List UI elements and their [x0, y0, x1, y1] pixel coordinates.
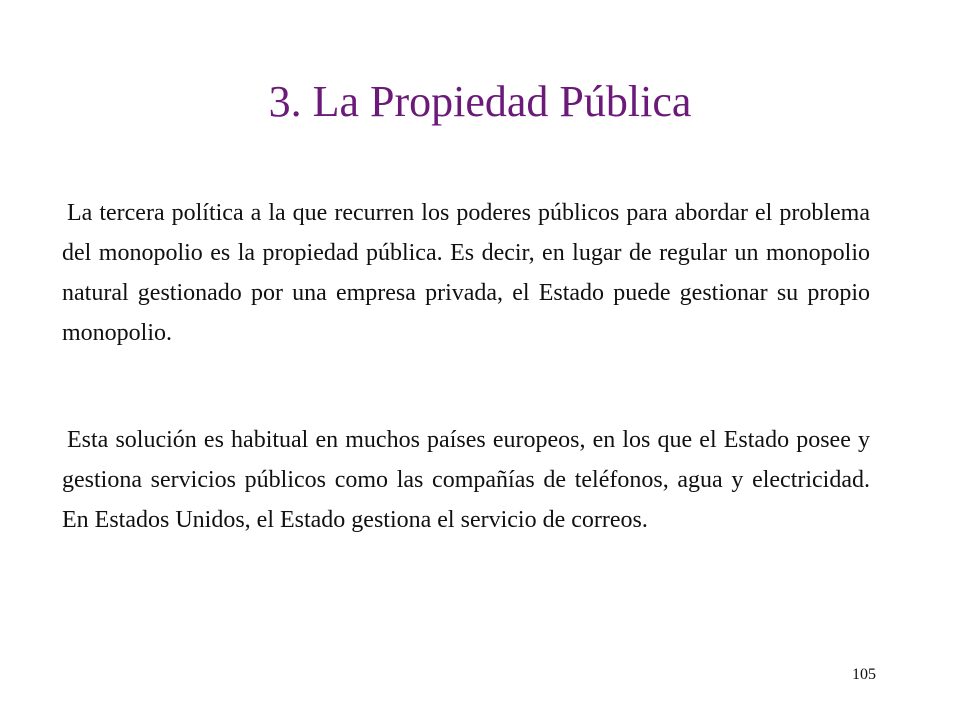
slide-title: 3. La Propiedad Pública: [268, 77, 692, 126]
paragraph-2: Esta solución es habitual en muchos países europeos, en los que el Estado posee y gestiona servicios públicos como las compañías de teléfonos, agua y electricidad. En Estados Unidos, el Estado gestiona el servicio de correos.: [62, 427, 870, 533]
paragraph-1: La tercera política a la que recurren los poderes públicos para abordar el problema del monopolio es la propiedad pública. Es decir, en lugar de regular un monopolio natural gestionado por una empresa privada, el Estado puede gestionar su propio monopolio.: [62, 200, 870, 346]
page-number: 105: [852, 666, 876, 683]
